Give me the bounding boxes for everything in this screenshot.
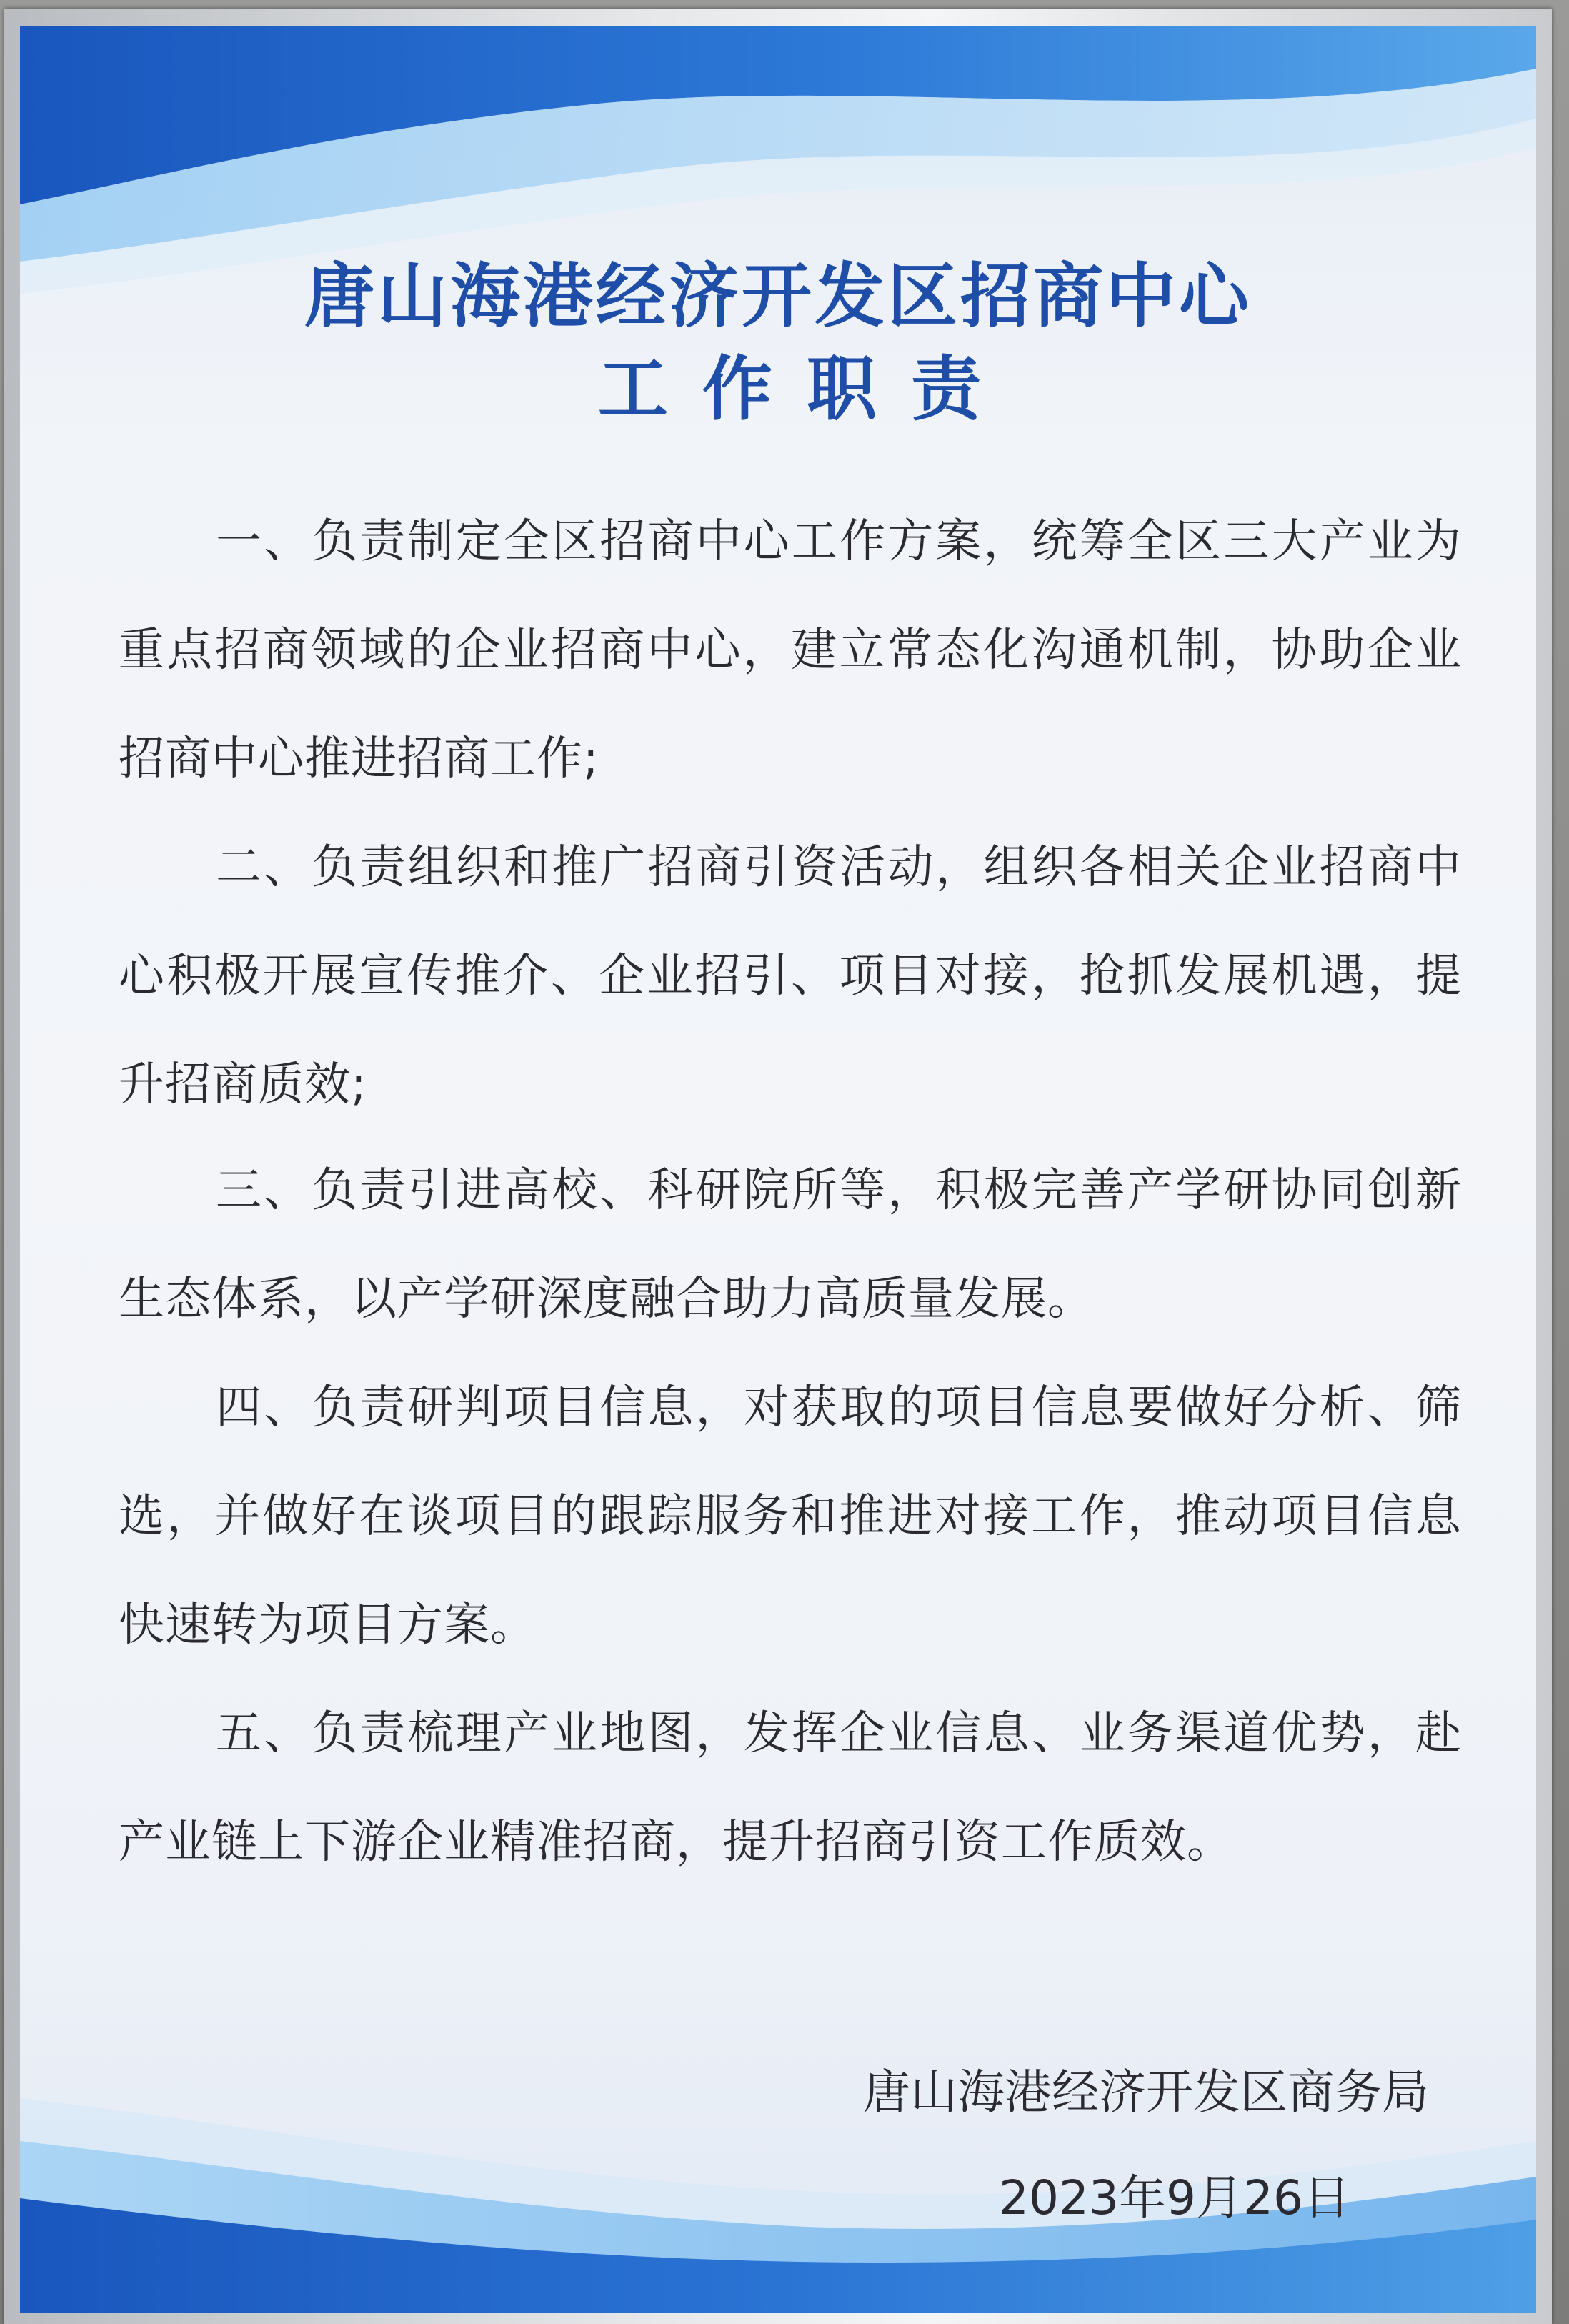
signature-organization: 唐山海港经济开发区商务局 (863, 2065, 1429, 2120)
duty-paragraph-3: 三、负责引进高校、科研院所等，积极完善产学研协同创新生态体系，以产学研深度融合助力高质量发展。 (119, 1164, 1462, 1326)
duty-paragraph-5: 五、负责梳理产业地图，发挥企业信息、业务渠道优势，赴产业链上下游企业精准招商，提升招商引资工作质效。 (119, 1707, 1462, 1869)
notice-title: 唐山海港经济开发区招商中心 (304, 256, 1252, 337)
notice-subtitle: 工作职责 (597, 349, 1015, 430)
notice-board (20, 26, 1536, 2313)
signature-date: 2023年9月26日 (999, 2170, 1350, 2225)
sign-frame (4, 9, 1552, 2324)
duty-paragraph-2: 二、负责组织和推广招商引资活动，组织各相关企业招商中心积极开展宣传推介、企业招引、项目对接，抢抓发展机遇，提升招商质效; (119, 841, 1462, 1111)
duty-paragraph-4: 四、负责研判项目信息，对获取的项目信息要做好分析、筛选，并做好在谈项目的跟踪服务和推进对接工作，推动项目信息快速转为项目方案。 (119, 1381, 1462, 1652)
duty-paragraph-1: 一、负责制定全区招商中心工作方案，统筹全区三大产业为重点招商领域的企业招商中心，建立常态化沟通机制，协助企业招商中心推进招商工作; (119, 515, 1462, 785)
notice-content (20, 26, 1536, 2313)
